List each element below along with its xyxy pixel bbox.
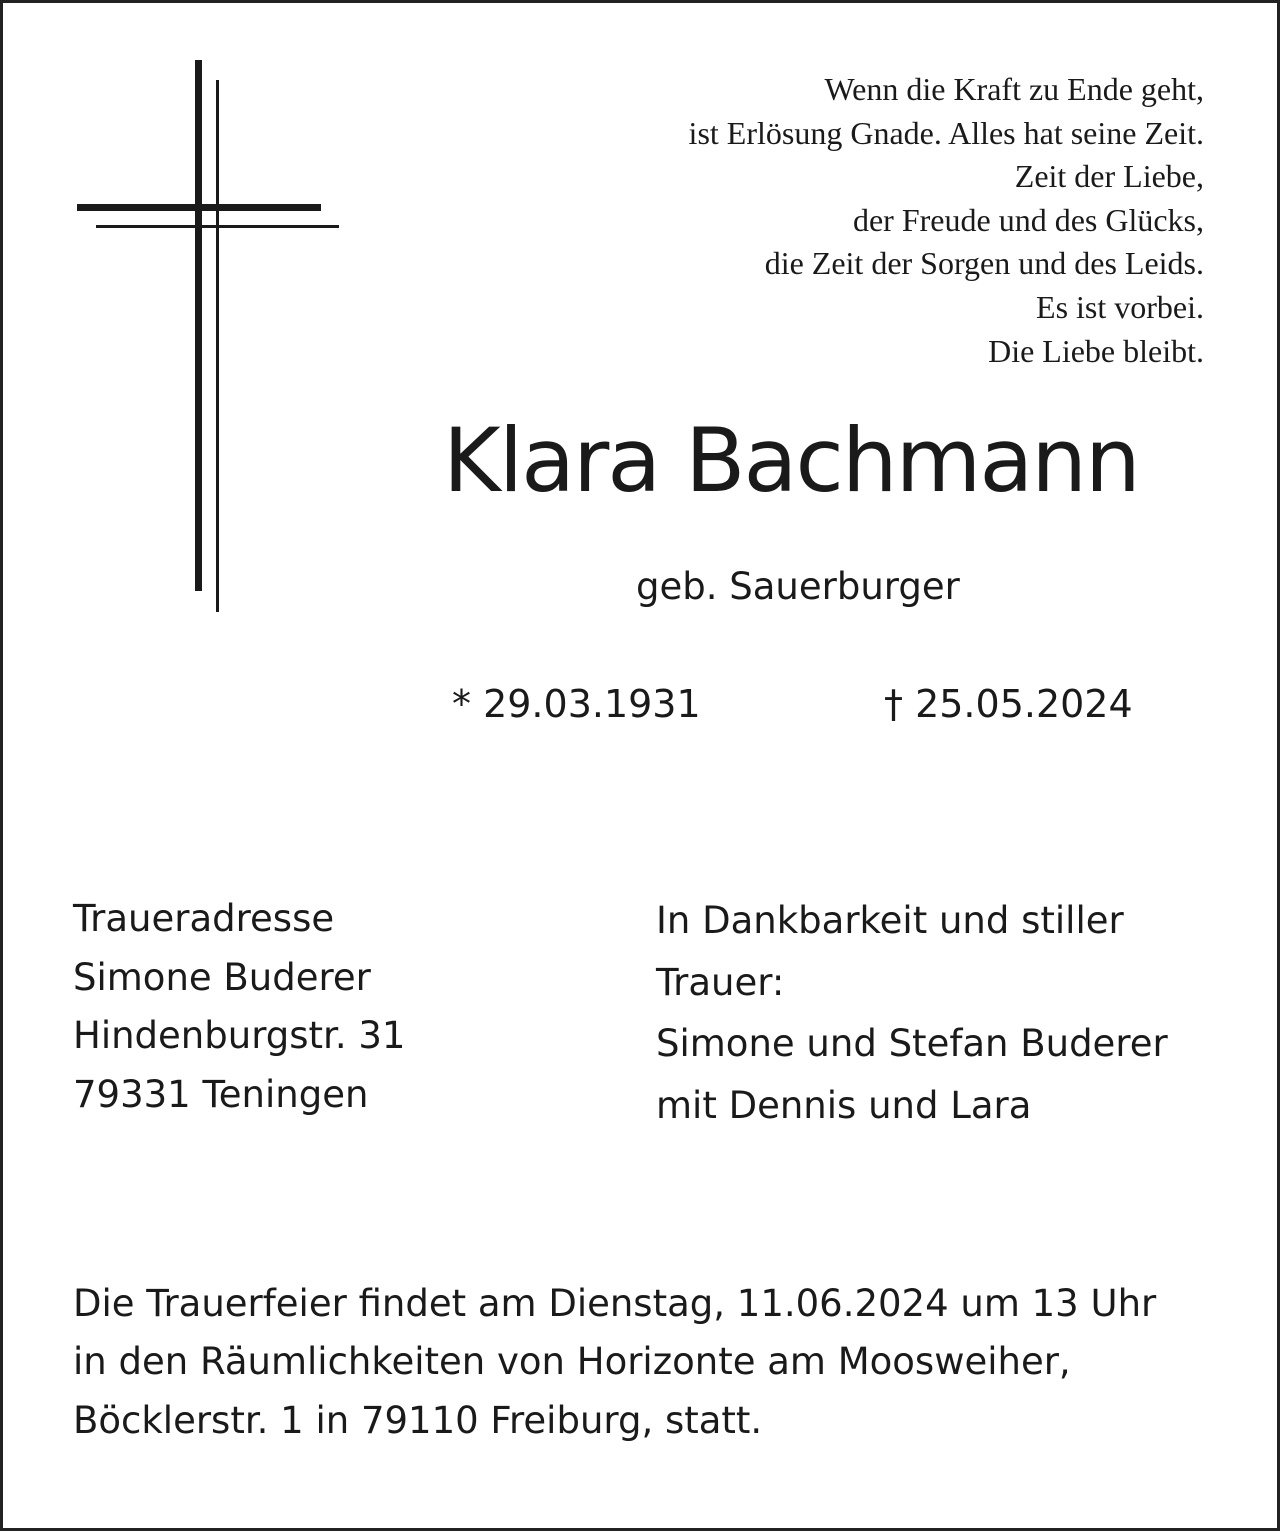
family-mourners <box>656 890 1168 1136</box>
maiden-name: geb. Sauerburger <box>636 565 960 608</box>
cross-horizontal-bold <box>77 204 321 211</box>
family-line: mit Dennis und Lara <box>656 1083 1032 1127</box>
mourning-address <box>73 890 405 1124</box>
cross-horizontal-thin <box>96 225 339 228</box>
cross-icon <box>0 0 360 630</box>
poem-line: Zeit der Liebe, <box>1014 158 1204 195</box>
family-line: Simone und Stefan Buderer <box>656 1022 1168 1066</box>
poem-line: ist Erlösung Gnade. Alles hat seine Zeit. <box>688 114 1204 151</box>
poem-line: die Zeit der Sorgen und des Leids. <box>764 245 1204 282</box>
poem-line: Die Liebe bleibt. <box>988 332 1204 369</box>
address-line: Traueradresse <box>73 897 335 940</box>
deceased-name: Klara Bachmann <box>443 409 1139 512</box>
ceremony-line: Böcklerstr. 1 in 79110 Freiburg, statt. <box>73 1398 763 1442</box>
poem-line: Wenn die Kraft zu Ende geht, <box>824 71 1204 107</box>
poem-line: der Freude und des Glücks, <box>852 201 1204 238</box>
family-line: In Dankbarkeit und stiller <box>656 899 1124 942</box>
address-line: 79331 Teningen <box>73 1072 369 1116</box>
cross-vertical-thin <box>216 80 219 612</box>
death-date: † 25.05.2024 <box>884 682 1133 726</box>
ceremony-line: Die Trauerfeier findet am Dienstag, 11.06.2024 um 13 Uhr <box>73 1282 1157 1325</box>
cross-vertical-bold <box>195 60 202 591</box>
ceremony-notice <box>73 1275 1156 1450</box>
family-line: Trauer: <box>656 960 785 1004</box>
address-line: Hindenburgstr. 31 <box>73 1014 406 1058</box>
poem <box>504 68 1204 373</box>
ceremony-line: in den Räumlichkeiten von Horizonte am Moosweiher, <box>73 1340 1071 1384</box>
birth-date: * 29.03.1931 <box>452 682 701 726</box>
poem-line: Es ist vorbei. <box>1036 288 1204 325</box>
address-line: Simone Buderer <box>73 955 371 999</box>
